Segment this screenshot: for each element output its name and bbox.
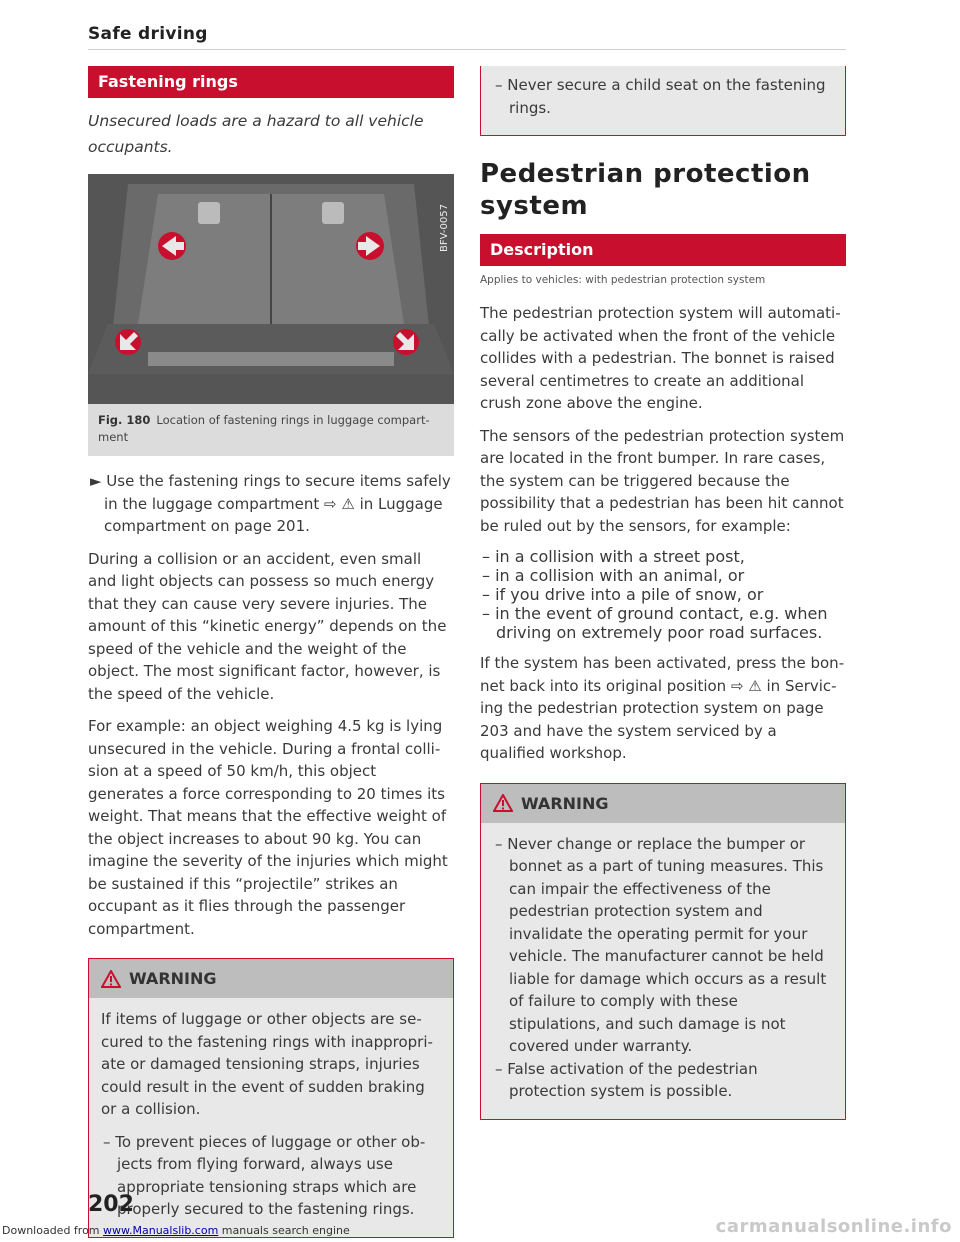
fastening-ring-arrow-bottom-right (393, 329, 419, 355)
warning-list (101, 1131, 441, 1221)
section-title: Safe driving (88, 24, 208, 44)
footer-watermark: carmanualsonline.info (715, 1216, 952, 1237)
fastening-rings-heading: Fastening rings (88, 66, 454, 98)
description-heading: Description (480, 234, 846, 266)
intro-text: Unsecured loads are a hazard to all vehicle occupants. (88, 112, 424, 156)
header-divider (88, 49, 846, 50)
instruction-step: ► Use the fastening rings to secure items safely in the luggage compartment ⇨ ⚠ in Luggage compartment on page 201. (90, 472, 451, 535)
luggage-compartment-illustration (88, 174, 454, 404)
warning-title: WARNING (129, 969, 217, 988)
footer-download-note (2, 1224, 350, 1237)
warning-list-item: – Never change or replace the bumper or bonnet as a part of tuning measures. This can impair the effectiveness of the pedestrian protection system and invalidate the operating permit for your vehicle. The manufacturer cannot be held liable for damage which occurs as a result of failure to comply with these stipulations, and such damage is not covered under warranty. (495, 834, 827, 1055)
figure-label: Fig. 180 (98, 413, 151, 427)
warning-list-item: – To prevent pieces of luggage or other objects from flying forward, always use appropriate tensioning straps which are properly secured to the fastening rings. (103, 1132, 426, 1218)
paragraph-kinetic-energy: During a collision or an accident, even small and light objects can possess so much energy that they can cause very severe injuries. The amount of this “kinetic energy” depends on the speed of the vehicle and the weight of the object. The most significant factor, however, is the speed of the vehicle. (88, 549, 447, 703)
left-column (88, 66, 454, 1238)
continued-warning-box (480, 66, 846, 136)
warning-list-item: – False activation of the pedestrian protection system is possible. (495, 1059, 758, 1100)
luggage-compartment-figure (88, 174, 454, 404)
warning-text: If items of luggage or other objects are secured to the fastening rings with inappropriate or damaged tensioning straps, injuries could result in the event of sudden braking or a collision. (101, 1010, 433, 1118)
footer-suffix: manuals search engine (221, 1224, 350, 1237)
list-item: – if you drive into a pile of snow, or (482, 585, 764, 604)
pedestrian-warning-title: WARNING (521, 793, 609, 813)
continued-warning-body (481, 66, 845, 135)
warning-box (88, 958, 454, 1238)
pedestrian-warning-box (480, 783, 846, 1120)
footer-link[interactable]: www.Manualslib.com (103, 1224, 219, 1237)
page-number: 202 (88, 1192, 134, 1217)
list-item: – in a collision with an animal, or (482, 566, 745, 585)
figure-id: BFV-0057 (439, 204, 450, 252)
footer-prefix: Downloaded from (2, 1224, 100, 1237)
figure-caption-text: Location of fastening rings in luggage compartment (98, 413, 430, 444)
warning-header (89, 959, 453, 998)
footer (0, 1216, 960, 1242)
warning-triangle-icon (493, 794, 513, 812)
fastening-ring-arrow-bottom-left (115, 329, 141, 355)
paragraph-activation: The pedestrian protection system will automatically be activated when the front of the vehicle collides with a pedestrian. The bonnet is raised several centimetres to create an additional crush zone above the engine. (480, 304, 841, 412)
list-item: – in the event of ground contact, e.g. when driving on extremely poor road surfaces. (482, 604, 828, 642)
pedestrian-warning-body (481, 823, 845, 1119)
continued-warning-list (493, 74, 833, 119)
applies-to-note: Applies to vehicles: with pedestrian protection system (480, 274, 766, 286)
fastening-ring-arrow-top-left (158, 232, 186, 260)
list-item: – in a collision with a street post, (482, 547, 745, 566)
paragraph-example: For example: an object weighing 4.5 kg is lying unsecured in the vehicle. During a frontal collision at a speed of 50 km/h, this object generates a force corresponding to 20 times its weight. That means that the effective weight of the object increases to about 90 kg. You can imagine the severity of the injuries which might be sustained if this “projectile” strikes an occupant as it flies through the passenger compartment. (88, 717, 448, 938)
paragraph-reset: If the system has been activated, press the bonnet back into its original position ⇨ ⚠ in Servicing the pedestrian protection system on page 203 and have the system serviced by a qualified workshop. (480, 654, 845, 762)
trigger-examples-list (480, 547, 846, 642)
figure-caption (88, 404, 454, 456)
warning-triangle-icon (101, 970, 121, 988)
continued-warning-item: – Never secure a child seat on the fastening rings. (495, 76, 826, 117)
right-column (480, 66, 846, 1120)
paragraph-sensors: The sensors of the pedestrian protection system are located in the front bumper. In rare cases, the system can be triggered because the possibility that a pedestrian has been hit cannot be ruled out by the sensors, for example: (480, 426, 845, 535)
pedestrian-warning-header (481, 784, 845, 823)
page-title: Pedestrian protection system (480, 159, 811, 221)
warning-body (89, 998, 453, 1237)
fastening-ring-arrow-top-right (356, 232, 384, 260)
pedestrian-warning-list (493, 833, 833, 1103)
